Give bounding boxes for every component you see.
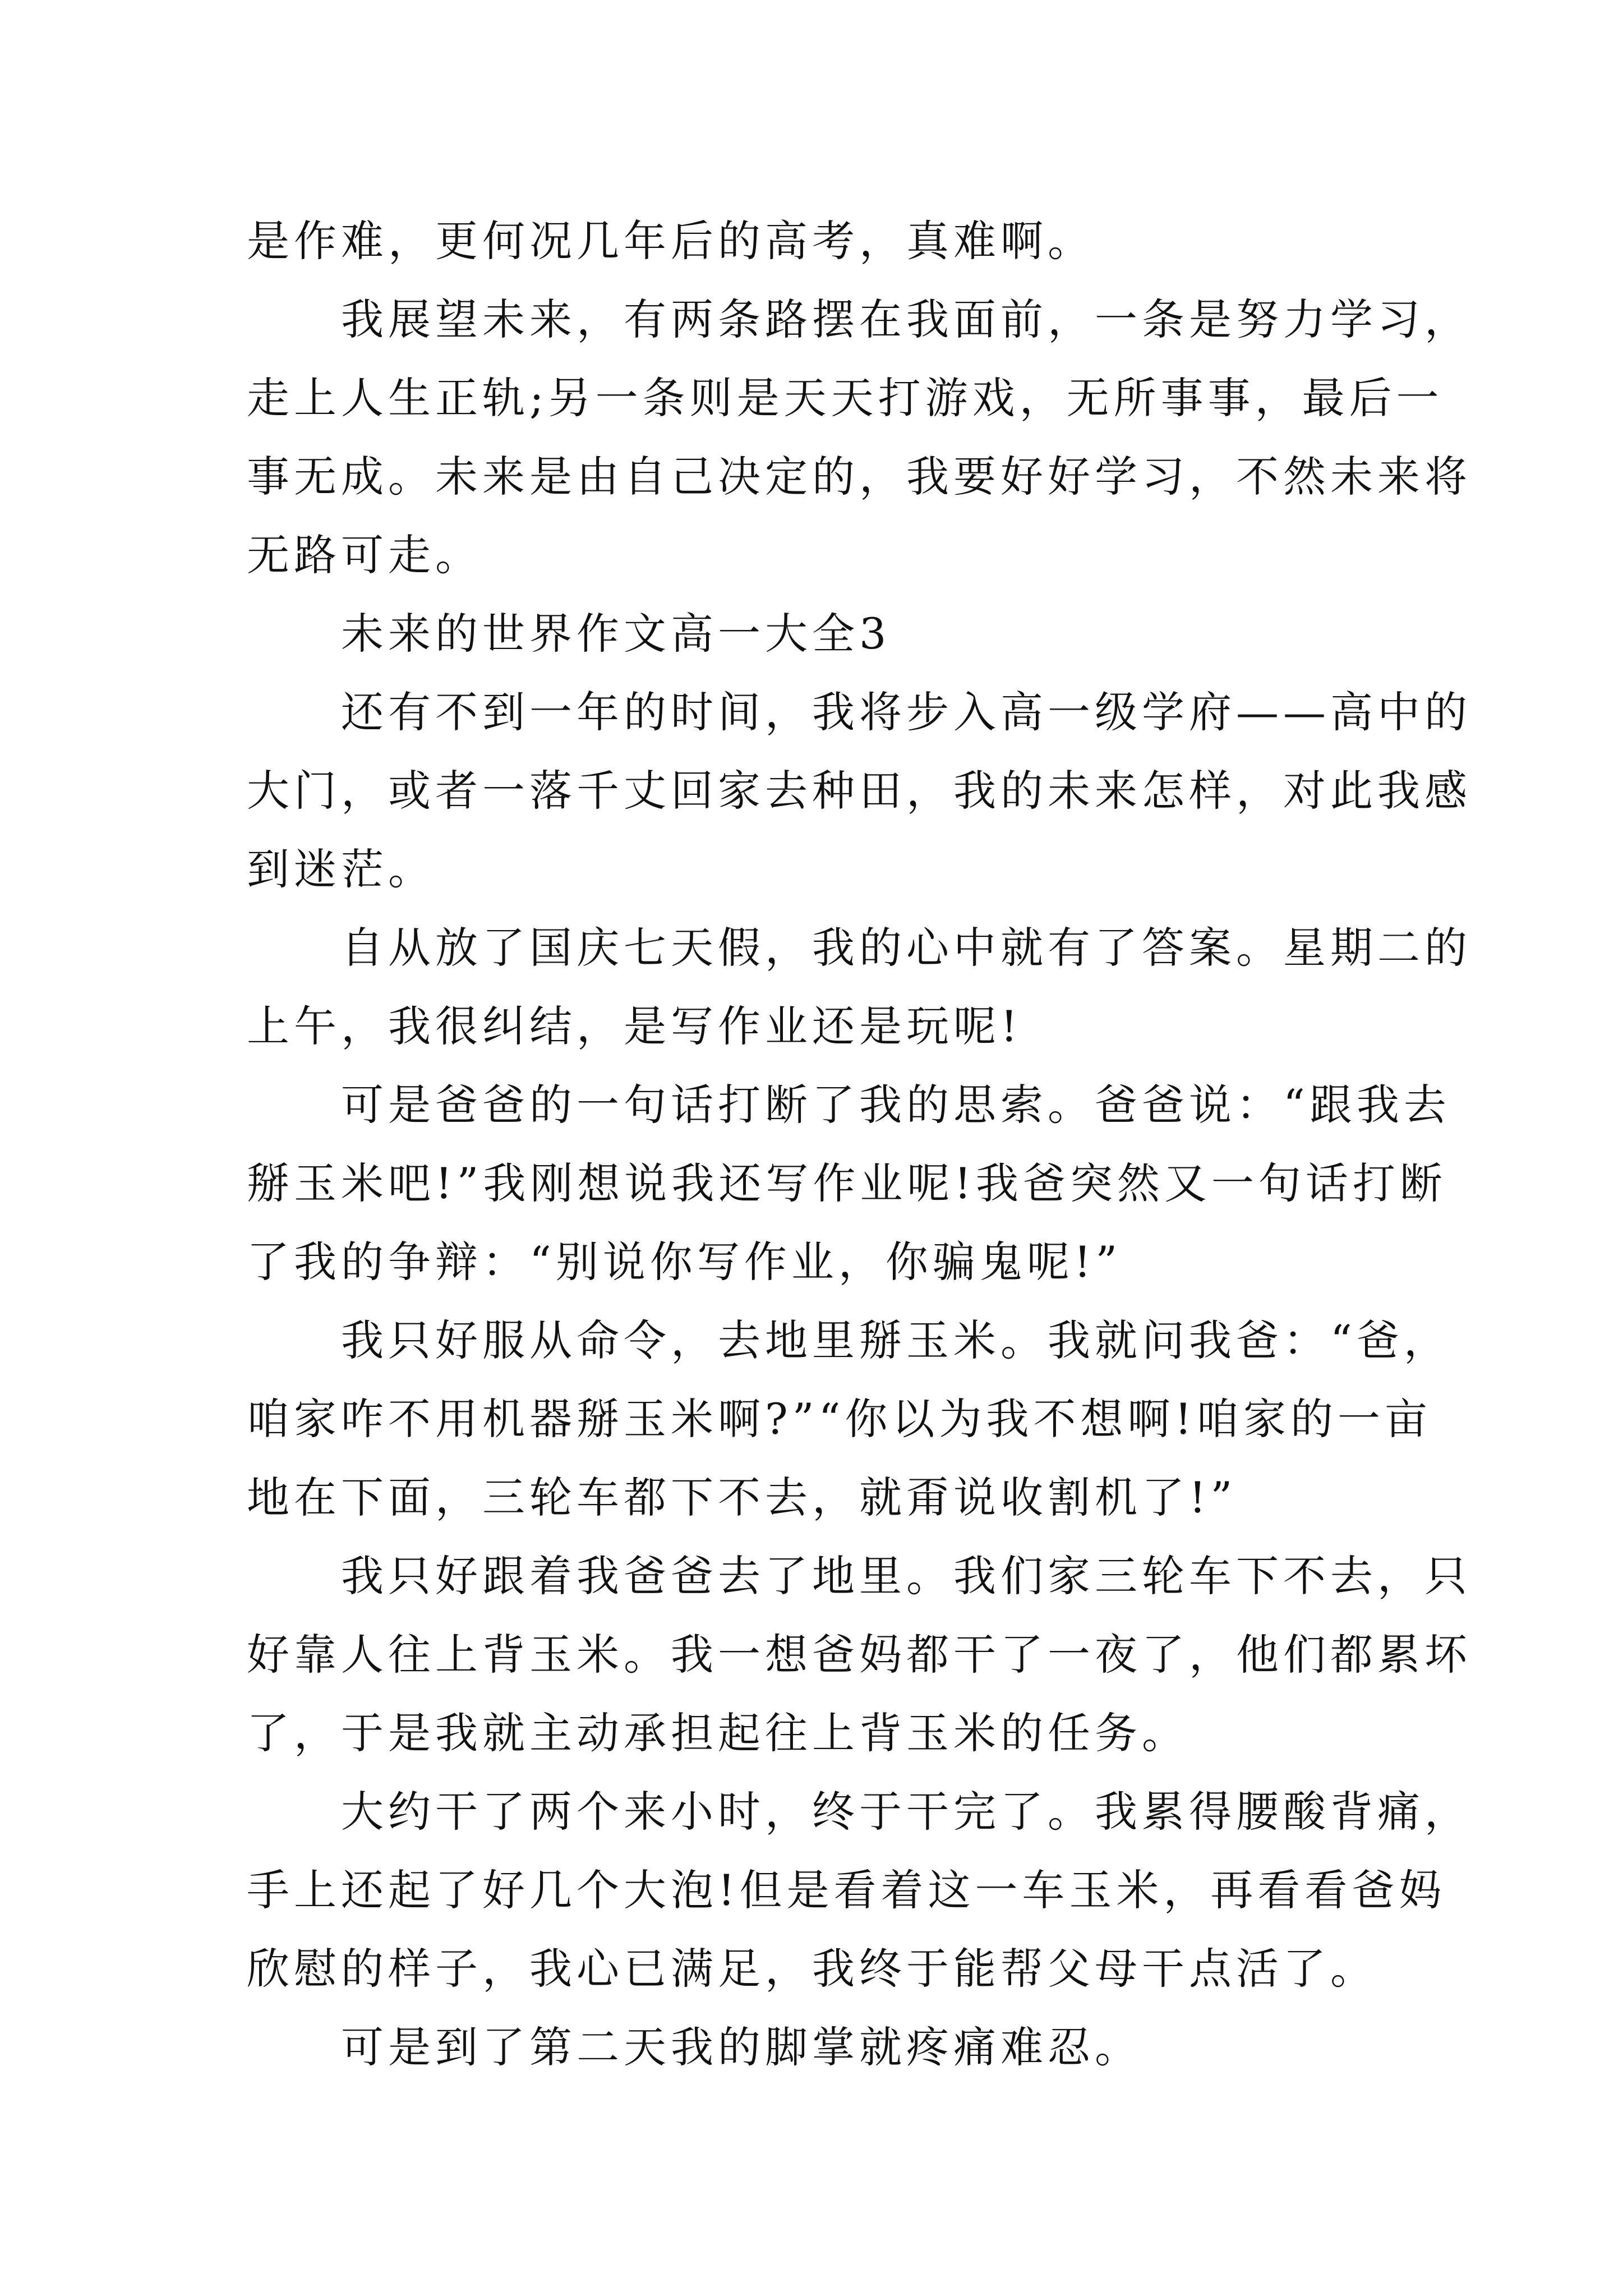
body-text bbox=[247, 202, 1472, 2087]
text-line: 大约干了两个来小时，终于干完了。我累得腰酸背痛， bbox=[341, 1787, 1472, 1837]
section-heading: 未来的世界作文高一大全3 bbox=[341, 609, 891, 659]
text-line: 地在下面，三轮车都下不去，就甭说收割机了!” bbox=[247, 1473, 1237, 1522]
text-line: 自从放了国庆七天假，我的心中就有了答案。星期二的 bbox=[341, 923, 1472, 973]
text-line: 我展望未来，有两条路摆在我面前，一条是努力学习， bbox=[341, 295, 1472, 344]
text-line: 走上人生正轨;另一条则是天天打游戏，无所事事，最后一 bbox=[247, 373, 1444, 423]
text-line: 了，于是我就主动承担起往上背玉米的任务。 bbox=[247, 1708, 1189, 1758]
text-line: 还有不到一年的时间，我将步入高一级学府——高中的 bbox=[341, 687, 1472, 737]
text-line: 欣慰的样子，我心已满足，我终于能帮父母干点活了。 bbox=[247, 1944, 1377, 1994]
text-line: 手上还起了好几个大泡!但是看着这一车玉米，再看看爸妈 bbox=[247, 1865, 1446, 1915]
text-line: 大门，或者一落千丈回家去种田，我的未来怎样，对此我感 bbox=[247, 766, 1472, 816]
text-line: 上午，我很纠结，是写作业还是玩呢! bbox=[247, 1001, 1022, 1051]
text-line: 可是爸爸的一句话打断了我的思索。爸爸说：“跟我去 bbox=[341, 1080, 1451, 1130]
text-line: 了我的争辩：“别说你写作业，你骗鬼呢!” bbox=[247, 1237, 1122, 1287]
text-line: 我只好跟着我爸爸去了地里。我们家三轮车下不去，只 bbox=[341, 1551, 1472, 1601]
text-line: 掰玉米吧!”我刚想说我还写作业呢!我爸突然又一句话打断 bbox=[247, 1158, 1447, 1208]
text-line: 可是到了第二天我的脚掌就疼痛难忍。 bbox=[341, 2022, 1142, 2072]
text-line: 到迷茫。 bbox=[247, 844, 435, 894]
text-line: 无路可走。 bbox=[247, 530, 482, 580]
text-line: 好靠人往上背玉米。我一想爸妈都干了一夜了，他们都累坏 bbox=[247, 1630, 1472, 1680]
text-line: 事无成。未来是由自己决定的，我要好好学习，不然未来将 bbox=[247, 452, 1472, 501]
text-line: 是作难，更何况几年后的高考，真难啊。 bbox=[247, 216, 1095, 266]
text-line: 咱家咋不用机器掰玉米啊?”“你以为我不想啊!咱家的一亩 bbox=[247, 1394, 1432, 1444]
text-line: 我只好服从命令，去地里掰玉米。我就问我爸：“爸， bbox=[341, 1315, 1451, 1365]
